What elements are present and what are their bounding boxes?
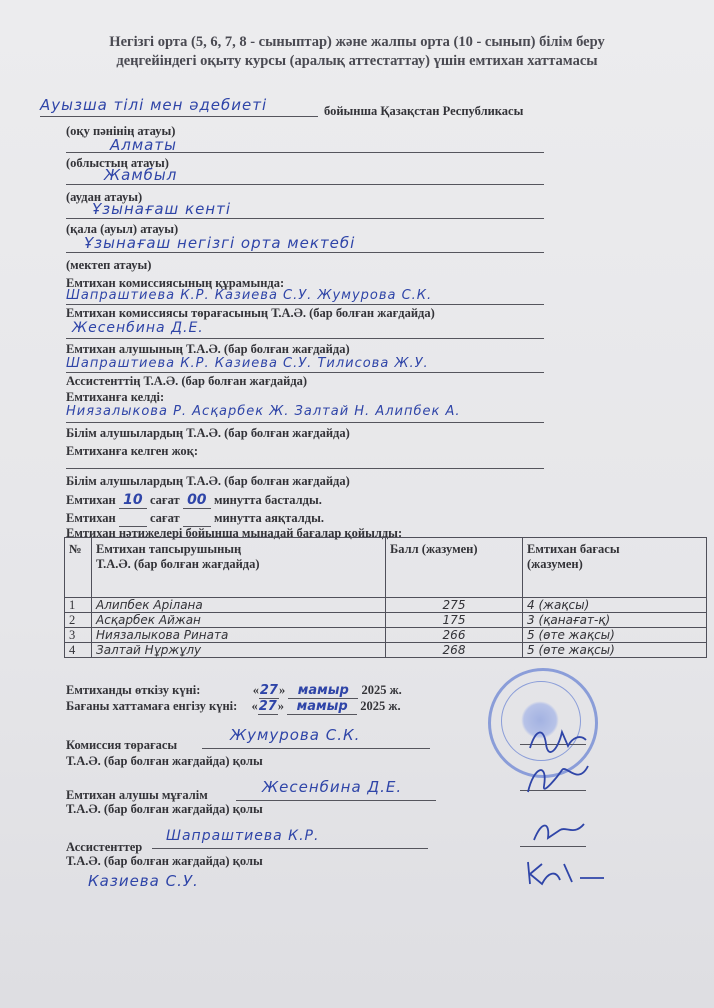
absent-caption: Білім алушылардың Т.А.Ә. (бар болған жағдайда) xyxy=(66,474,350,488)
row-score: 268 xyxy=(386,643,523,658)
commission-chair-line xyxy=(202,748,430,749)
teacher-caption: Т.А.Ә. (бар болған жағдайда) қолы xyxy=(66,802,263,816)
row-score: 275 xyxy=(386,598,523,613)
chair-line xyxy=(66,338,544,339)
chair-caption: Емтихан комиссиясы төрағасының Т.А.Ә. (бар болған жағдайда) xyxy=(66,306,435,320)
end-minute-blank xyxy=(183,511,211,527)
table-row xyxy=(65,643,707,658)
assistant2-signature-icon xyxy=(520,852,610,892)
row-num: 4 xyxy=(65,643,92,658)
region-line xyxy=(66,152,544,153)
table-row xyxy=(65,613,707,628)
grade-date-row: Бағаны хаттамаға енгізу күні: «27» мамыр 2025 ж. xyxy=(66,699,401,714)
assistants-footer-caption: Т.А.Ә. (бар болған жағдайда) қолы xyxy=(66,854,263,868)
assistants-footer-line xyxy=(152,848,428,849)
attended-caption: Білім алушылардың Т.А.Ә. (бар болған жағдайда) xyxy=(66,426,350,440)
district-value: Жамбыл xyxy=(104,166,178,184)
row-name: Ниязалыкова Рината xyxy=(92,628,386,643)
exam-date-label: Емтиханды өткізу күні: xyxy=(66,683,201,697)
row-grade: 4 (жақсы) xyxy=(523,598,707,613)
row-name: Асқарбек Айжан xyxy=(92,613,386,628)
header-score: Балл (жазумен) xyxy=(386,538,523,598)
start-time-row xyxy=(66,492,322,509)
start-hour: 10 xyxy=(119,492,147,509)
school-caption: (мектеп атауы) xyxy=(66,258,152,272)
subject-line xyxy=(40,116,318,117)
chair-value: Жесенбина Д.Е. xyxy=(72,320,204,336)
subject-caption: (оқу пәнінің атауы) xyxy=(66,124,176,138)
row-score: 266 xyxy=(386,628,523,643)
commission-line xyxy=(66,304,544,305)
table-row xyxy=(65,598,707,613)
grade-date-month: мамыр xyxy=(287,699,357,715)
absent-line xyxy=(66,468,544,469)
assistants-footer-label: Ассистенттер xyxy=(66,840,143,854)
assistant1-signature-icon xyxy=(524,810,594,850)
row-num: 2 xyxy=(65,613,92,628)
assistants-line xyxy=(66,372,544,373)
start-suffix: минутта басталды. xyxy=(213,493,322,507)
table-header-row xyxy=(65,538,707,598)
commission-chair-label: Комиссия төрағасы xyxy=(66,738,178,752)
teacher-value: Жесенбина Д.Е. xyxy=(262,778,403,796)
header-grade-line1: Емтихан бағасы xyxy=(527,542,620,556)
subject-value: Ауызша тілі мен әдебиеті xyxy=(40,96,268,114)
start-mid: сағат xyxy=(149,493,180,507)
assistants-caption: Ассистенттің Т.А.Ә. (бар болған жағдайда) xyxy=(66,374,308,388)
end-hour-blank xyxy=(119,511,147,527)
commission-label: Емтихан комиссиясының құрамында: xyxy=(66,276,285,290)
extra-assistant-name: Казиева С.У. xyxy=(88,872,199,890)
end-time-row xyxy=(66,511,324,527)
city-line xyxy=(66,218,544,219)
header-name xyxy=(92,538,386,598)
end-mid: сағат xyxy=(149,511,180,525)
row-num: 1 xyxy=(65,598,92,613)
header-num: № xyxy=(65,538,92,598)
school-line xyxy=(66,252,544,253)
exam-date-month: мамыр xyxy=(288,683,358,699)
examiner-caption: Емтихан алушының Т.А.Ә. (бар болған жағдайда) xyxy=(66,342,350,356)
grade-date-year: 2025 ж. xyxy=(360,699,401,713)
teacher-signature-icon xyxy=(518,756,598,806)
commission-value: Шапраштиева К.Р. Казиева С.У. Жумурова С.К. xyxy=(66,288,433,303)
document-title-line2: деңгейіндегі оқыту курсы (аралық аттестаттау) үшін емтихан хаттамасы xyxy=(116,53,598,69)
grade-date-label: Бағаны хаттамаға енгізу күні: xyxy=(66,699,238,713)
header-grade xyxy=(523,538,707,598)
assistants-value: Шапраштиева К.Р. Казиева С.У. Тилисова Ж.У. xyxy=(66,356,429,371)
row-name: Залтай Нұржұлу xyxy=(92,643,386,658)
chair-signature-icon xyxy=(522,720,592,760)
attended-line xyxy=(66,422,544,423)
school-value: Ұзынағаш негізгі орта мектебі xyxy=(84,234,356,252)
document-title-line1: Негізгі орта (5, 6, 7, 8 - сыныптар) және жалпы орта (10 - сынып) білім беру xyxy=(109,34,605,50)
header-grade-line2: (жазумен) xyxy=(527,557,583,571)
row-num: 3 xyxy=(65,628,92,643)
row-name: Алипбек Арілана xyxy=(92,598,386,613)
city-caption: (қала (ауыл) атауы) xyxy=(66,222,179,236)
end-suffix: минутта аяқталды. xyxy=(213,511,325,525)
end-prefix: Емтихан xyxy=(66,511,116,525)
city-value: Ұзынағаш кенті xyxy=(92,200,232,218)
district-line xyxy=(66,184,544,185)
results-label: Емтихан нәтижелері бойынша мынадай бағалар қойылды: xyxy=(66,526,403,540)
grade-date-day: 27 xyxy=(258,699,277,714)
row-grade: 5 (өте жақсы) xyxy=(523,643,707,658)
attended-value: Ниязалыкова Р. Асқарбек Ж. Залтай Н. Алипбек А. xyxy=(66,404,461,419)
exam-date-year: 2025 ж. xyxy=(361,683,402,697)
region-value: Алматы xyxy=(110,136,177,154)
header-name-line1: Емтихан тапсырушының xyxy=(96,542,242,556)
exam-date-day: 27 xyxy=(259,683,278,698)
results-table xyxy=(64,537,707,658)
start-prefix: Емтихан xyxy=(66,493,116,507)
district-caption: (аудан атауы) xyxy=(66,190,143,204)
assistants-footer-value: Шапраштиева К.Р. xyxy=(166,828,320,844)
table-row xyxy=(65,628,707,643)
teacher-line xyxy=(236,800,436,801)
commission-chair-caption: Т.А.Ә. (бар болған жағдайда) қолы xyxy=(66,754,263,768)
region-caption: (облыстың атауы) xyxy=(66,156,169,170)
attended-label: Емтиханға келді: xyxy=(66,390,165,404)
teacher-label: Емтихан алушы мұғалім xyxy=(66,788,208,802)
row-score: 175 xyxy=(386,613,523,628)
header-name-line2: Т.А.Ә. (бар болған жағдайда) xyxy=(96,557,260,571)
commission-chair-value: Жумурова С.К. xyxy=(230,726,361,744)
start-minute: 00 xyxy=(183,492,211,509)
row-grade: 5 (өте жақсы) xyxy=(523,628,707,643)
absent-label: Емтиханға келген жоқ: xyxy=(66,444,198,458)
row-grade: 3 (қанағат-қ) xyxy=(523,613,707,628)
exam-date-row: Емтиханды өткізу күні: «27» мамыр 2025 ж. xyxy=(66,683,402,698)
subject-suffix: бойынша Қазақстан Республикасы xyxy=(324,104,524,118)
